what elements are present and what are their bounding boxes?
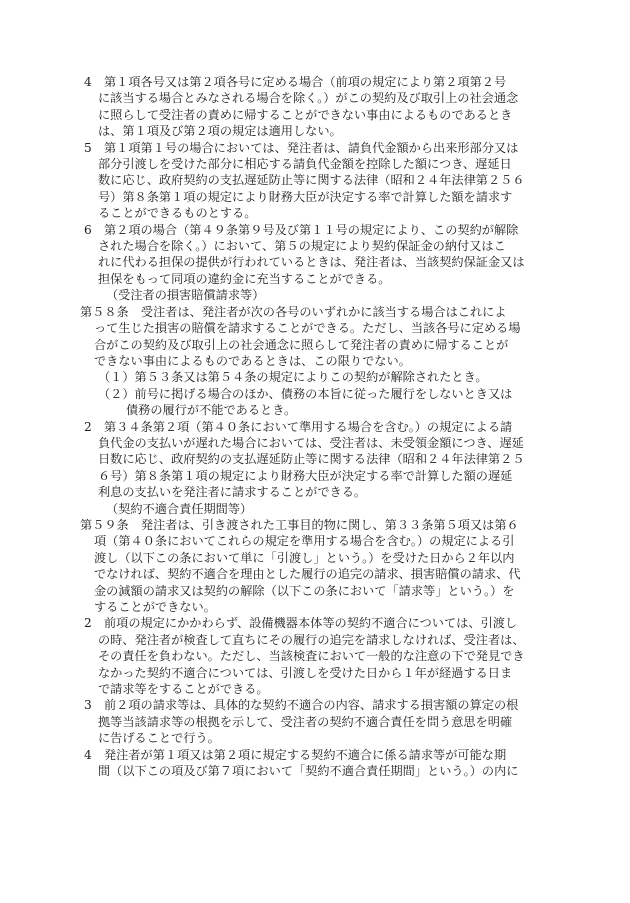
article-paragraph: [80, 517, 548, 615]
text-line: その責任を負わない。ただし、当該検査において一般的な注意の下で発見でき: [98, 649, 525, 664]
text-line: 債務の履行が不能であるとき。: [126, 403, 297, 418]
clause-paragraph: [84, 74, 548, 140]
text-line: 担保をもって同項の違約金に充当することができる。: [98, 271, 391, 286]
text-line: 金の減額の請求又は契約の解除（以下この条において「請求等」という。）を: [94, 583, 515, 598]
clause-paragraph: [84, 140, 548, 222]
text-line: 間（以下この項及び第７項において「契約不適合責任期間」という。）の内に: [98, 764, 519, 779]
text-line: 拠等当該請求等の根拠を示して、受注者の契約不適合責任を問う意思を明確: [98, 714, 513, 729]
text-line: 6 第２項の場合（第４９条第９号及び第１１号の規定により、この契約が解除: [84, 222, 519, 237]
text-line: 第５８条 受注者は、発注者が次の各号のいずれかに該当する場合はこれによ: [80, 304, 507, 319]
text-line: （２）前号に掲げる場合のほか、債務の本旨に従った履行をしないとき又は: [98, 386, 513, 401]
clause-paragraph: [84, 697, 548, 746]
text-line: 項（第４０条においてこれらの規定を準用する場合を含む。）の規定による引: [94, 534, 515, 549]
text-line: 5 第１項第１号の場合においては、発注者は、請負代金額から出来形部分又は: [84, 140, 519, 155]
text-line: ることができるものとする。: [98, 206, 257, 221]
text-line: 4 発注者が第１項又は第２項に規定する契約不適合に係る請求等が可能な期: [84, 747, 507, 762]
clause-paragraph: [84, 615, 548, 697]
article-caption: [106, 501, 546, 517]
text-line: 第５９条 発注者は、引き渡された工事目的物に関し、第３３条第５項又は第６: [80, 517, 519, 532]
text-line: で請求等をすることができる。: [98, 682, 269, 697]
article-paragraph: [80, 304, 548, 370]
clause-paragraph: [84, 747, 548, 780]
text-line: 2 前項の規定にかかわらず、設備機器本体等の契約不適合については、引渡し: [84, 616, 518, 631]
text-line: 4 第１項各号又は第２項各号に定める場合（前項の規定により第２項第２号: [84, 75, 507, 89]
sub-item: [98, 369, 546, 385]
text-line: 渡し（以下この条において単に「引渡し」という。）を受けた日から２年以内: [94, 550, 515, 565]
text-line: は、第１項及び第２項の規定は適用しない。: [98, 124, 342, 139]
text-line: の時、発注者が検査して直ちにその履行の追完を請求しなければ、受注者は、: [98, 632, 525, 647]
text-line: ６号）第８条第１項の規定により財務大臣が決定する率で計算した額の遅延: [98, 468, 513, 483]
text-line: 日数に応じ、政府契約の支払遅延防止等に関する法律（昭和２４年法律第２５: [98, 452, 525, 467]
text-line: 号）第８条第１項の規定により財務大臣が決定する率で計算した額を請求す: [98, 189, 513, 204]
text-line: （契約不適合責任期間等）: [106, 501, 253, 516]
text-line: （１）第５３条又は第５４条の規定によりこの契約が解除されたとき。: [98, 370, 488, 385]
clause-paragraph: [84, 419, 548, 501]
text-line: 3 前２項の請求等は、具体的な契約不適合の内容、請求する損害額の算定の根: [84, 698, 519, 713]
text-line: って生じた損害の賠償を請求することができる。ただし、当該各号に定める場: [94, 321, 521, 336]
text-line: 利息の支払いを発注者に請求することができる。: [98, 485, 367, 500]
text-line: に照らして受注者の責めに帰することができない事由によるものであるとき: [98, 107, 513, 122]
text-line: 負代金の支払いが遅れた場合においては、受注者は、未受領金額につき、遅延: [98, 435, 524, 450]
text-line: れに代わる担保の提供が行われているときは、発注者は、当該契約保証金又は: [98, 255, 525, 270]
text-line: （受注者の損害賠償請求等）: [106, 288, 265, 303]
text-line: に告げることで行う。: [98, 731, 220, 746]
text-line: された場合を除く。）において、第５の規定により契約保証金の納付又はこ: [98, 239, 506, 254]
sub-item: [98, 386, 546, 419]
text-line: できない事由によるものであるときは、この限りでない。: [94, 353, 411, 368]
clause-paragraph: [84, 222, 548, 288]
text-line: でなければ、契約不適合を理由とした履行の追完の請求、損害賠償の請求、代: [94, 567, 521, 582]
text-line: なかった契約不適合については、引渡しを受けた日から１年が経過する日ま: [98, 665, 513, 680]
text-line: することができない。: [94, 600, 216, 614]
article-caption: [106, 287, 546, 303]
text-line: に該当する場合とみなされる場合を除く。）がこの契約及び取引上の社会通念: [98, 91, 519, 106]
text-line: 合がこの契約及び取引上の社会通念に照らして発注者の責めに帰することが: [94, 337, 509, 352]
text-line: 数に応じ、政府契約の支払遅延防止等に関する法律（昭和２４年法律第２５６: [98, 173, 525, 188]
text-line: 2 第３４条第２項（第４０条において準用する場合を含む。）の規定による請: [84, 419, 513, 434]
text-line: 部分引渡しを受けた部分に相応する請負代金額を控除した額につき、遅延日: [98, 157, 512, 172]
